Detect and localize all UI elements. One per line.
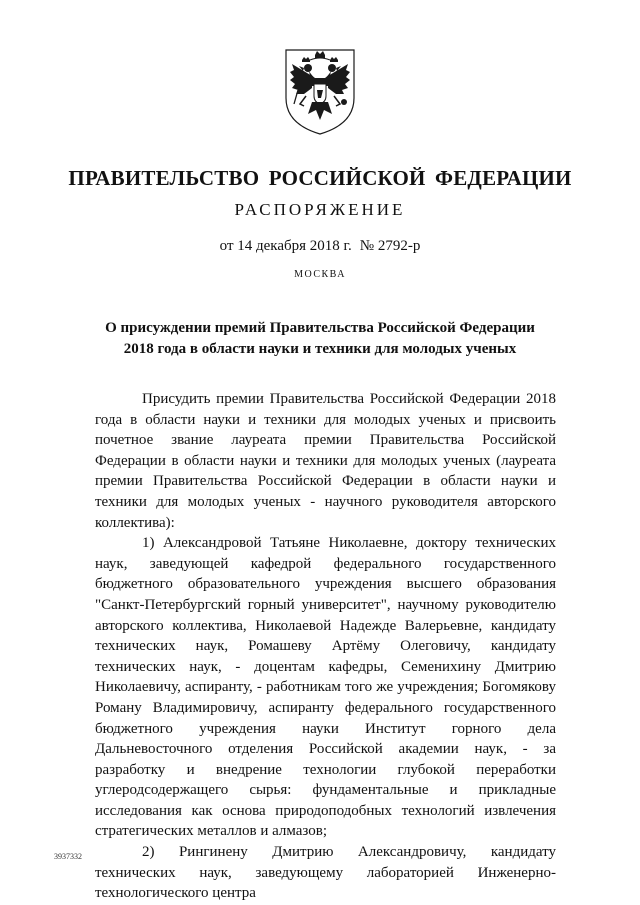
subject-line-2: 2018 года в области науки и техники для молодых ученых [123,341,517,357]
document-number: № 2792-р [359,238,421,254]
body-paragraph-intro: Присудить премии Правительства Российской Федерации 2018 года в области науки и техники для молодых ученых и присвоить почетное звание лауреата премии Правительства Российской Федерации в области науки и техники для молодых ученых (лауреата премии Правительства Российской Федерации в области науки и техники для молодых ученых - научного руководителя авторского коллектива): [95,391,556,531]
body-paragraph-item-2: 2) Рингинену Дмитрию Александровичу, кандидату технических наук, заведующему лабораторией Инженерно-технологического центра [95,844,556,902]
document-body [95,389,556,904]
russian-coat-of-arms-icon [282,46,358,136]
date-line [0,238,640,255]
footer-code: 3937332 [54,852,82,861]
city-name: МОСКВА [294,269,346,280]
subject-line-1: О присуждении премий Правительства Российской Федерации [105,320,535,336]
document-date: от 14 декабря 2018 г. [219,238,352,254]
document-type: РАСПОРЯЖЕНИЕ [234,200,406,219]
document-subject [0,318,640,360]
body-paragraph-item-1: 1) Александровой Татьяне Николаевне, доктору технических наук, заведующей кафедрой федерального государственного бюджетного образовательного учреждения высшего образования "Санкт-Петербургский горный университет", научному руководителю авторского коллектива, Николаевой Надежде Валерьевне, кандидату технических наук, Ромашеву Артёму Олеговичу, кандидату технических наук, - доцентам кафедры, Семенихину Дмитрию Николаевичу, аспиранту, - работникам того же учреждения; Богомякову Роману Владимировичу, аспиранту федерального государственного бюджетного учреждения науки Институт горного дела Дальневосточного отделения Российской академии наук, - за разработку и внедрение технологии глубокой переработки углеродсодержащего сырья: фундаментальные и прикладные исследования как основа природоподобных технологий извлечения стратегических металлов и алмазов; [95,535,556,840]
government-title: ПРАВИТЕЛЬСТВО РОССИЙСКОЙ ФЕДЕРАЦИИ [68,166,572,190]
